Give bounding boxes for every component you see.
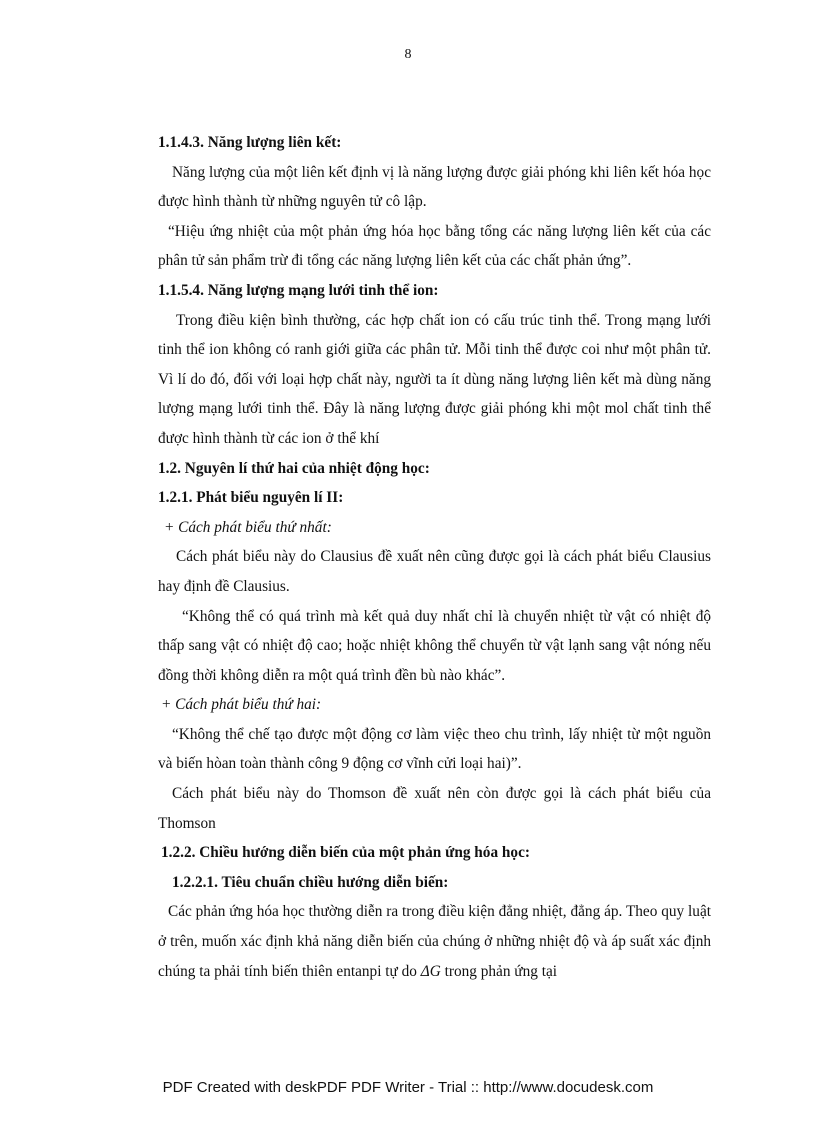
document-body	[158, 128, 711, 986]
paragraph-bond-energy-definition: Năng lượng của một liên kết định vị là năng lượng được giải phóng khi liên kết hóa học được hình thành từ những nguyên tử cô lập.	[158, 163, 711, 211]
delta-g-symbol: ΔG	[420, 962, 441, 980]
section-heading-1-2-2: 1.2.2. Chiều hướng diễn biến của một phản ứng hóa học:	[161, 844, 530, 862]
section-heading-1-1-5-4: 1.1.5.4. Năng lượng mạng lưới tinh thể ion:	[158, 281, 439, 299]
section-heading-1-1-4-3: 1.1.4.3. Năng lượng liên kết:	[158, 134, 342, 151]
section-heading-1-2: 1.2. Nguyên lí thứ hai của nhiệt động học:	[158, 459, 430, 477]
paragraph-text-part: Các phản ứng hóa học thường diễn ra trong điều kiện đẳng nhiệt, đẳng áp. Theo quy luật ở trên, muốn xác định khả năng diễn biến của chúng ở những nhiệt độ và áp suất xác định chúng ta phải tính biến thiên entanpi tự do	[158, 903, 711, 980]
paragraph-direction-criteria	[158, 897, 711, 986]
paragraph-clausius-intro: Cách phát biểu này do Clausius đề xuất nên cũng được gọi là cách phát biểu Clausius hay định đề Clausius.	[158, 548, 711, 595]
paragraph-text-part: trong phản ứng tại	[440, 962, 557, 980]
subheading-second-statement: + Cách phát biểu thứ hai:	[161, 696, 322, 714]
section-heading-1-2-1: 1.2.1. Phát biểu nguyên lí II:	[158, 489, 344, 507]
paragraph-lattice-energy: Trong điều kiện bình thường, các hợp chất ion có cấu trúc tinh thể. Trong mạng lưới tinh thể ion không có ranh giới giữa các phân tử. Mỗi tinh thể được coi như một phân tử. Vì lí do đó, đối với loại hợp chất này, người ta ít dùng năng lượng liên kết mà dùng năng lượng mạng lưới tinh thể. Đây là năng lượng được giải phóng khi một mol chất tinh thể được hình thành từ các ion ở thể khí	[158, 311, 711, 447]
paragraph-thomson-intro: Cách phát biểu này do Thomson đề xuất nên còn được gọi là cách phát biểu của Thomson	[158, 785, 711, 832]
paragraph-kelvin-quote: “Không thể chế tạo được một động cơ làm việc theo chu trình, lấy nhiệt từ một nguồn và biến hòan toàn thành công 9 động cơ vĩnh cửi loại hai)”.	[158, 725, 711, 773]
section-heading-1-2-2-1: 1.2.2.1. Tiêu chuẩn chiều hướng diễn biến:	[172, 873, 449, 891]
paragraph-clausius-quote: “Không thể có quá trình mà kết quả duy nhất chỉ là chuyển nhiệt từ vật có nhiệt độ thấp sang vật có nhiệt độ cao; hoặc nhiệt không thể chuyển từ vật lạnh sang vật nóng nếu đồng thời không diễn ra một quá trình đền bù nào khác”.	[158, 607, 711, 684]
page-number: 8	[404, 47, 412, 62]
pdf-watermark-footer: PDF Created with deskPDF PDF Writer - Trial :: http://www.docudesk.com	[162, 1079, 654, 1096]
paragraph-bond-energy-quote: “Hiệu ứng nhiệt của một phản ứng hóa học bằng tổng các năng lượng liên kết của các phân tử sản phẩm trừ đi tổng các năng lượng liên kết của các chất phản ứng”.	[158, 222, 711, 270]
subheading-first-statement: + Cách phát biểu thứ nhất:	[164, 518, 332, 536]
